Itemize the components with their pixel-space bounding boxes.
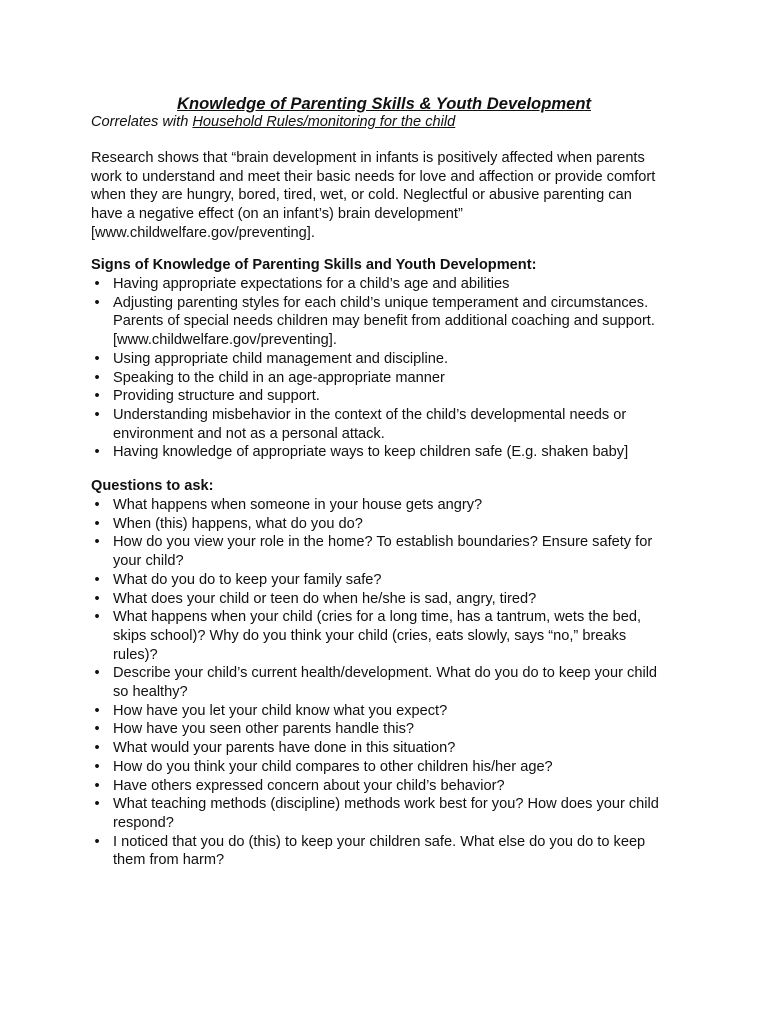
bullet-icon: • xyxy=(94,665,100,682)
list-item xyxy=(91,739,659,758)
list-item-line: environment and not as a personal attack. xyxy=(113,425,385,442)
list-item xyxy=(91,406,655,443)
intro-line: [www.childwelfare.gov/preventing]. xyxy=(91,224,315,241)
bullet-icon: • xyxy=(94,833,100,850)
bullet-icon: • xyxy=(94,444,100,461)
intro-line: Research shows that “brain development in infants is positively affected when parents xyxy=(91,150,645,166)
list-item-line: What happens when your child (cries for a long time, has a tantrum, wets the bed, xyxy=(113,609,642,626)
list-item xyxy=(91,275,655,294)
list-item-line: What teaching methods (discipline) methods work best for you? How does your child xyxy=(113,796,659,813)
bullet-icon: • xyxy=(94,758,100,775)
list-item-line: How do you think your child compares to other children his/her age? xyxy=(113,758,553,775)
signs-list xyxy=(91,275,655,462)
subtitle xyxy=(91,113,455,132)
list-item xyxy=(91,702,659,721)
list-item-line: Describe your child’s current health/development. What do you do to keep your child xyxy=(113,665,658,682)
bullet-icon: • xyxy=(94,740,100,757)
bullet-icon: • xyxy=(94,294,100,311)
list-item-line: Providing structure and support. xyxy=(113,388,320,405)
intro-line: when they are hungry, bored, tired, wet, or cold. Neglectful or abusive parenting can xyxy=(91,187,632,204)
bullet-icon: • xyxy=(94,590,100,607)
bullet-icon: • xyxy=(94,702,100,719)
list-item-line: rules)? xyxy=(113,646,158,663)
list-item-line: Understanding misbehavior in the context of the child’s developmental needs or xyxy=(113,406,627,423)
bullet-icon: • xyxy=(94,497,100,513)
list-item-line: Speaking to the child in an age-appropriate manner xyxy=(113,369,445,386)
list-item-line: Parents of special needs children may benefit from additional coaching and support. xyxy=(113,313,655,330)
intro-line: work to understand and meet their basic needs for love and affection or provide comfort xyxy=(91,168,656,185)
list-item-line: When (this) happens, what do you do? xyxy=(113,515,363,532)
list-item-line: skips school)? Why do you think your child (cries, eats slowly, says “no,” breaks xyxy=(113,627,627,644)
list-item xyxy=(91,758,659,777)
list-item-line: How have you let your child know what you expect? xyxy=(113,702,448,719)
list-item xyxy=(91,443,655,462)
subtitle-prefix: Correlates with xyxy=(91,114,189,130)
list-item xyxy=(91,294,655,350)
list-item-line: What would your parents have done in this situation? xyxy=(113,740,456,757)
list-item xyxy=(91,608,659,664)
list-item-line: them from harm? xyxy=(113,852,225,869)
list-item-line: What do you do to keep your family safe? xyxy=(113,571,382,588)
list-item xyxy=(91,571,659,590)
list-item-line: your child? xyxy=(113,553,184,570)
list-item xyxy=(91,664,659,701)
bullet-icon: • xyxy=(94,276,100,292)
list-item-line: Using appropriate child management and discipline. xyxy=(113,350,449,367)
bullet-icon: • xyxy=(94,369,100,386)
list-item xyxy=(91,387,655,406)
bullet-icon: • xyxy=(94,571,100,588)
list-item xyxy=(91,590,659,609)
list-item-line: [www.childwelfare.gov/preventing]. xyxy=(113,332,337,349)
page-title: Knowledge of Parenting Skills & Youth Development xyxy=(177,94,591,113)
list-item-line: Adjusting parenting styles for each child’s unique temperament and circumstances. xyxy=(113,294,649,311)
bullet-icon: • xyxy=(94,534,100,551)
list-item-line: What happens when someone in your house gets angry? xyxy=(113,497,483,513)
list-item-line: Having knowledge of appropriate ways to keep children safe (E.g. shaken baby] xyxy=(113,444,629,461)
bullet-icon: • xyxy=(94,777,100,794)
list-item-line: respond? xyxy=(113,814,174,831)
list-item xyxy=(91,720,659,739)
list-item-line: How do you view your role in the home? To establish boundaries? Ensure safety for xyxy=(113,534,653,551)
intro-paragraph xyxy=(91,149,691,243)
bullet-icon: • xyxy=(94,388,100,405)
list-item xyxy=(91,777,659,796)
list-item-line: What does your child or teen do when he/she is sad, angry, tired? xyxy=(113,590,537,607)
list-item-line: so healthy? xyxy=(113,684,188,701)
list-item xyxy=(91,533,659,570)
questions-list xyxy=(91,496,659,870)
list-item xyxy=(91,833,659,870)
list-item xyxy=(91,350,655,369)
list-item xyxy=(91,496,659,515)
questions-heading: Questions to ask: xyxy=(91,478,214,494)
list-item xyxy=(91,515,659,534)
bullet-icon: • xyxy=(94,796,100,813)
bullet-icon: • xyxy=(94,515,100,532)
list-item-line: I noticed that you do (this) to keep your children safe. What else do you do to keep xyxy=(113,833,646,850)
list-item xyxy=(91,369,655,388)
bullet-icon: • xyxy=(94,609,100,626)
list-item-line: Have others expressed concern about your child’s behavior? xyxy=(113,777,505,794)
subtitle-link: Household Rules/monitoring for the child xyxy=(192,114,456,130)
intro-line: have a negative effect (on an infant’s) brain development” xyxy=(91,206,463,223)
signs-heading: Signs of Knowledge of Parenting Skills and Youth Development: xyxy=(91,257,537,273)
list-item-line: How have you seen other parents handle this? xyxy=(113,721,414,738)
list-item xyxy=(91,795,659,832)
bullet-icon: • xyxy=(94,350,100,367)
list-item-line: Having appropriate expectations for a child’s age and abilities xyxy=(113,276,510,292)
bullet-icon: • xyxy=(94,406,100,423)
bullet-icon: • xyxy=(94,721,100,738)
